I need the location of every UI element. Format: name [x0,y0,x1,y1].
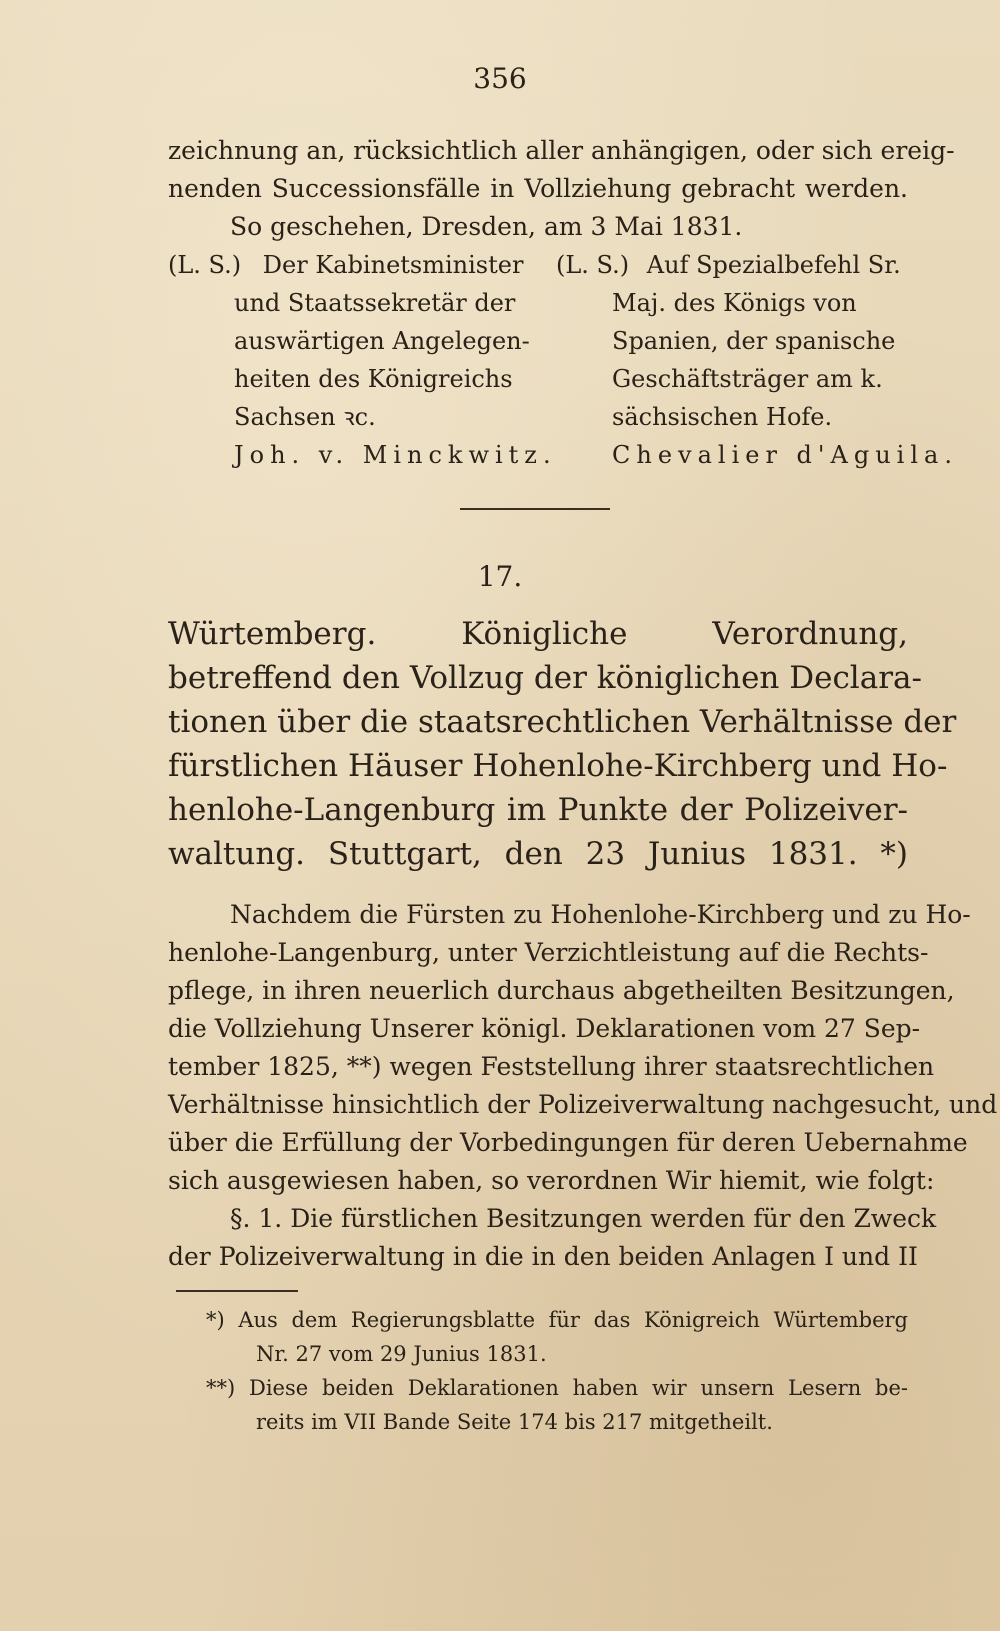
body-line: sich ausgewiesen haben, so verordnen Wir hiemit, wie folgt: [168,1166,935,1195]
signature-right-line: Auf Spezialbefehl Sr. [646,251,901,279]
signature-left [168,246,557,474]
body-line: tember 1825, **) wegen Feststellung ihrer staatsrechtlichen [168,1052,935,1081]
dateline: So geschehen, Dresden, am 3 Mai 1831. [230,212,743,241]
heading-line: Würtemberg. Königliche Verordnung, [168,616,908,652]
seal-right: (L. S.) [556,251,630,279]
body-line: henlohe-Langenburg, unter Verzichtleistung auf die Rechts- [168,938,929,967]
signature-left-line: heiten des Königreichs [234,365,513,393]
section-number: 17. [477,560,523,593]
body-line: pflege, in ihren neuerlich durchaus abgetheilten Besitzungen, [168,976,955,1005]
signature-left-line: auswärtigen Angelegen- [234,327,530,355]
signature-right-line: Spanien, der spanische [612,327,896,355]
footnote-2-line-2: reits im VII Bande Seite 174 bis 217 mitgetheilt. [256,1410,773,1434]
intro-line-1: zeichnung an, rücksichtlich aller anhängigen, oder sich ereig- [168,136,955,165]
signature-left-line: Sachsen ꝛc. [234,403,376,431]
intro-line-2: nenden Successionsfälle in Vollziehung gebracht werden. [168,174,908,203]
heading-line: betreffend den Vollzug der königlichen Declara- [168,660,922,696]
signatory-name-right: Chevalier d'Aguila. [612,441,958,469]
seal-left: (L. S.) [168,251,242,279]
footnote-1-line-2: Nr. 27 vom 29 Junius 1831. [256,1342,547,1366]
heading-line: tionen über die staatsrechtlichen Verhältnisse der [168,704,957,740]
paragraph-line: der Polizeiverwaltung in die in den beiden Anlagen I und II [168,1242,918,1271]
signature-right-line: sächsischen Hofe. [612,403,833,431]
heading-line: fürstlichen Häuser Hohenlohe-Kirchberg und Ho- [168,748,948,784]
signature-right [556,246,958,474]
heading-line: waltung. Stuttgart, den 23 Junius 1831. *) [168,836,908,872]
footnote-2-line-1: **) Diese beiden Deklarationen haben wir unsern Lesern be- [206,1376,908,1400]
signature-right-line: Geschäftsträger am k. [612,365,883,393]
body-line: die Vollziehung Unserer königl. Deklarationen vom 27 Sep- [168,1014,921,1043]
section-divider [460,508,610,510]
signature-left-line: und Staatssekretär der [234,289,516,317]
body-line: Verhältnisse hinsichtlich der Polizeiverwaltung nachgesucht, und [168,1090,998,1119]
heading-line: henlohe-Langenburg im Punkte der Polizeiver- [168,792,908,828]
body-line: Nachdem die Fürsten zu Hohenlohe-Kirchberg und zu Ho- [230,900,971,929]
body-line: über die Erfüllung der Vorbedingungen für deren Uebernahme [168,1128,968,1157]
page-number: 356 [473,62,527,95]
footnote-divider [176,1290,298,1292]
signature-left-line: Der Kabinetsminister [262,251,524,279]
paragraph-line: §. 1. Die fürstlichen Besitzungen werden für den Zweck [230,1204,937,1233]
footnote-1-line-1: *) Aus dem Regierungsblatte für das Königreich Würtemberg [206,1308,908,1332]
signatory-name-left: Joh. v. Minckwitz. [234,441,557,469]
signature-right-line: Maj. des Königs von [612,289,857,317]
